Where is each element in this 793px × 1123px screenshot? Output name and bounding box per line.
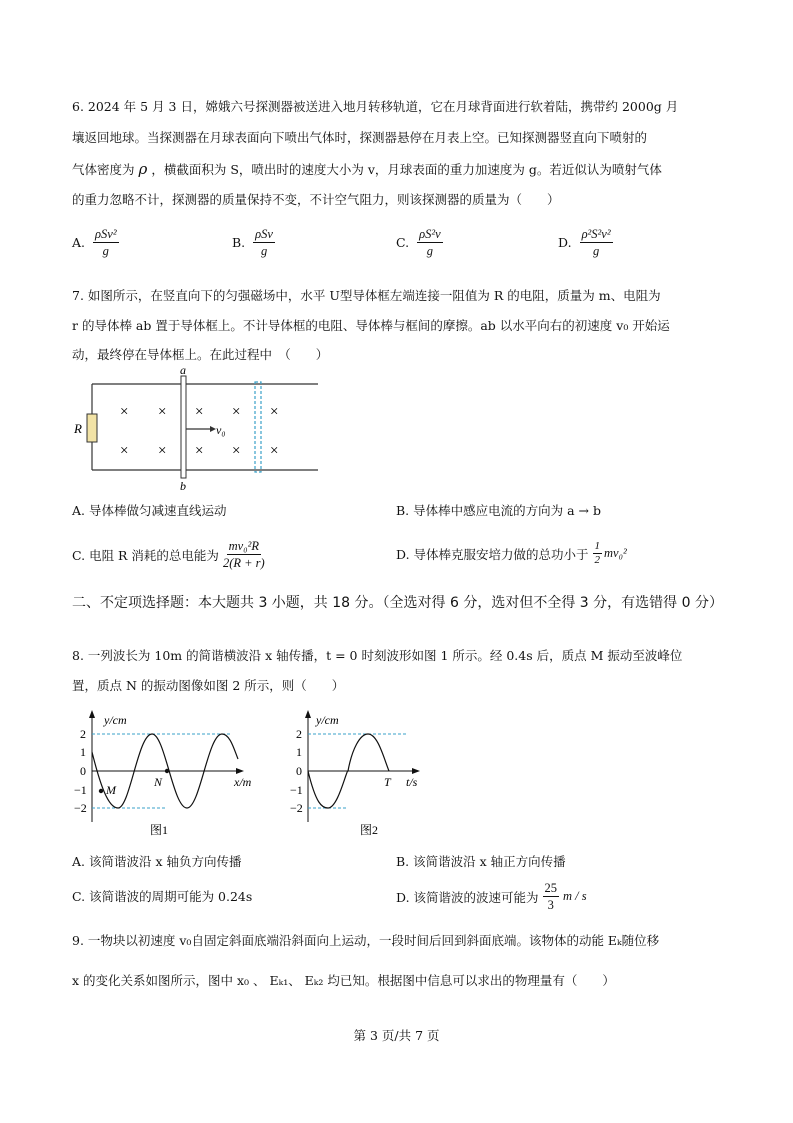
q6-option-c[interactable]	[396, 226, 443, 259]
fig1-ylabel: y/cm	[104, 713, 127, 727]
final-rod-position	[255, 382, 261, 472]
q6-line3	[72, 161, 662, 178]
fig1-tick-minus1: −1	[74, 783, 87, 797]
fig1-label-m: M	[106, 783, 116, 797]
q8-line1: 8. 一列波长为 10m 的简谐横波沿 x 轴传播，t = 0 时刻波形如图 1 所示。经 0.4s 后，质点 M 振动至波峰位	[72, 648, 683, 663]
q7-option-b[interactable]: B. 导体棒中感应电流的方向为 a → b	[396, 503, 601, 518]
page-footer: 第 3 页/共 7 页	[353, 1028, 440, 1043]
q7-c-num: mv₀²R	[228, 539, 259, 553]
q7-d-text: D. 导体棒克服安培力做的总功小于	[396, 546, 589, 562]
q7-circuit-figure	[70, 364, 330, 496]
fig2-tick-0: 0	[296, 764, 302, 778]
q8-option-a[interactable]: A. 该简谐波沿 x 轴负方向传播	[72, 854, 242, 869]
fig2-label-t: T	[384, 775, 391, 789]
q6-b-den: g	[260, 244, 268, 258]
q6-d-num: ρ²S²v²	[581, 227, 611, 241]
fig2-tick-minus1: −1	[290, 783, 303, 797]
q8-d-fraction	[543, 880, 560, 913]
q6-option-c-label: C.	[396, 235, 410, 250]
q7-d-den: 2	[594, 554, 601, 566]
fig1-xlabel: x/m	[234, 775, 252, 789]
q8-d-unit: m / s	[563, 889, 587, 903]
q6-line1: 6. 2024 年 5 月 3 日，嫦娥六号探测器被送进入地月转移轨道，它在月球背面进行软着陆，携带约 2000g 月	[72, 99, 679, 114]
fig2-tick-1: 1	[296, 745, 302, 759]
resistor-label: R	[74, 421, 82, 436]
field-cross: ×	[232, 404, 241, 420]
q7-option-c[interactable]	[72, 538, 265, 571]
q6-option-b-fraction	[253, 226, 275, 259]
q7-line3: 动，最终停在导体框上。在此过程中 （ ）	[72, 347, 329, 362]
q6-d-den: g	[592, 244, 600, 258]
velocity-label: v₀	[216, 423, 226, 437]
fig1-tick-2: 2	[80, 727, 86, 741]
q6-option-b-label: B.	[232, 235, 246, 250]
q6-option-c-fraction	[417, 226, 443, 259]
q7-d-num: 1	[594, 540, 601, 552]
fig1-y-arrow	[89, 710, 95, 718]
q7-c-fraction	[223, 538, 265, 571]
fig1-caption: 图1	[150, 823, 169, 837]
fig2-ylabel: y/cm	[316, 713, 339, 727]
q8-option-c[interactable]: C. 该简谐波的周期可能为 0.24s	[72, 889, 253, 904]
q8-option-b[interactable]: B. 该简谐波沿 x 轴正方向传播	[396, 854, 566, 869]
section-heading: 二、不定项选择题：本大题共 3 小题，共 18 分。（全选对得 6 分，选对但不全得 3 分，有选错得 0 分）	[72, 595, 723, 611]
fig1-tick-1: 1	[80, 745, 86, 759]
fig1-x-arrow	[236, 768, 244, 774]
q8-d-num: 25	[544, 881, 558, 895]
q6-option-a[interactable]	[72, 226, 119, 259]
field-cross: ×	[158, 404, 167, 420]
q8-d-text: D. 该简谐波的波速可能为	[396, 889, 539, 905]
q9-line2: x 的变化关系如图所示，图中 x₀ 、 Eₖ₁、 Eₖ₂ 均已知。根据图中信息可以求出的物理量有（ ）	[72, 973, 615, 988]
q6-line3-a: 气体密度为	[72, 162, 135, 177]
q6-c-den: g	[426, 244, 433, 258]
q9-line1: 9. 一物块以初速度 v₀自固定斜面底端沿斜面向上运动，一段时间后回到斜面底端。该物体的动能 Eₖ随位移	[72, 933, 660, 948]
fig1-label-n: N	[154, 775, 163, 789]
q7-c-text: C. 电阻 R 消耗的总电能为	[72, 547, 219, 563]
fig2-tick-minus2: −2	[290, 801, 303, 815]
point-n	[165, 769, 169, 773]
q6-a-den: g	[102, 244, 109, 258]
q6-option-d-fraction	[580, 226, 613, 259]
field-cross: ×	[232, 443, 241, 459]
field-cross: ×	[120, 404, 129, 420]
q8-wave-figure-2	[286, 704, 436, 838]
conductor-rod	[181, 376, 186, 478]
q6-b-num: ρSv	[255, 227, 273, 241]
q7-line2: r 的导体棒 ab 置于导体框上。不计导体框的电阻、导体棒与框间的摩擦。ab 以水平向右的初速度 v₀ 开始运	[72, 318, 670, 333]
rod-end-a: a	[180, 364, 186, 377]
q7-option-d[interactable]	[396, 540, 627, 567]
q6-line3-b: ，横截面积为 S，喷出时的速度大小为 v，月球表面的重力加速度为 g。若近似认为喷射气体	[151, 162, 662, 177]
q6-option-d[interactable]	[558, 226, 613, 259]
q6-option-a-label: A.	[72, 235, 86, 250]
field-cross: ×	[270, 443, 279, 459]
q7-option-a[interactable]: A. 导体棒做匀减速直线运动	[72, 503, 227, 518]
fig2-x-arrow	[412, 768, 420, 774]
q6-option-b[interactable]	[232, 226, 275, 259]
q6-line4: 的重力忽略不计，探测器的质量保持不变，不计空气阻力，则该探测器的质量为（ ）	[72, 192, 560, 207]
q8-line2: 置，质点 N 的振动图像如图 2 所示，则（ ）	[72, 678, 345, 693]
q7-d-tail: mv₀²	[604, 546, 627, 560]
fig2-y-arrow	[305, 710, 311, 718]
q8-wave-figure-1	[70, 704, 270, 838]
fig1-tick-0: 0	[80, 764, 86, 778]
q6-a-num: ρSv²	[95, 227, 117, 241]
field-cross: ×	[195, 443, 204, 459]
fig2-tick-2: 2	[296, 727, 302, 741]
field-cross: ×	[120, 443, 129, 459]
q6-line2: 壤返回地球。当探测器在月球表面向下喷出气体时，探测器悬停在月表上空。已知探测器竖直向下喷射的	[72, 130, 648, 145]
q8-d-den: 3	[547, 898, 554, 912]
field-cross: ×	[158, 443, 167, 459]
q6-option-d-label: D.	[558, 235, 572, 250]
fig2-xlabel: t/s	[406, 775, 418, 789]
q6-rho: ρ	[138, 160, 148, 178]
field-cross: ×	[195, 404, 204, 420]
q6-c-num: ρS²v	[419, 227, 441, 241]
point-m	[99, 789, 103, 793]
q7-d-fraction	[593, 540, 603, 567]
q6-option-a-fraction	[93, 226, 119, 259]
fig2-caption: 图2	[360, 823, 379, 837]
resistor	[87, 414, 97, 442]
q8-option-d[interactable]	[396, 880, 587, 913]
q7-line1: 7. 如图所示，在竖直向下的匀强磁场中，水平 U型导体框左端连接一阻值为 R 的电阻，质量为 m、电阻为	[72, 288, 661, 303]
q7-c-den: 2(R + r)	[222, 556, 265, 570]
fig1-tick-minus2: −2	[74, 801, 87, 815]
field-cross: ×	[270, 404, 279, 420]
rod-end-b: b	[180, 479, 186, 493]
